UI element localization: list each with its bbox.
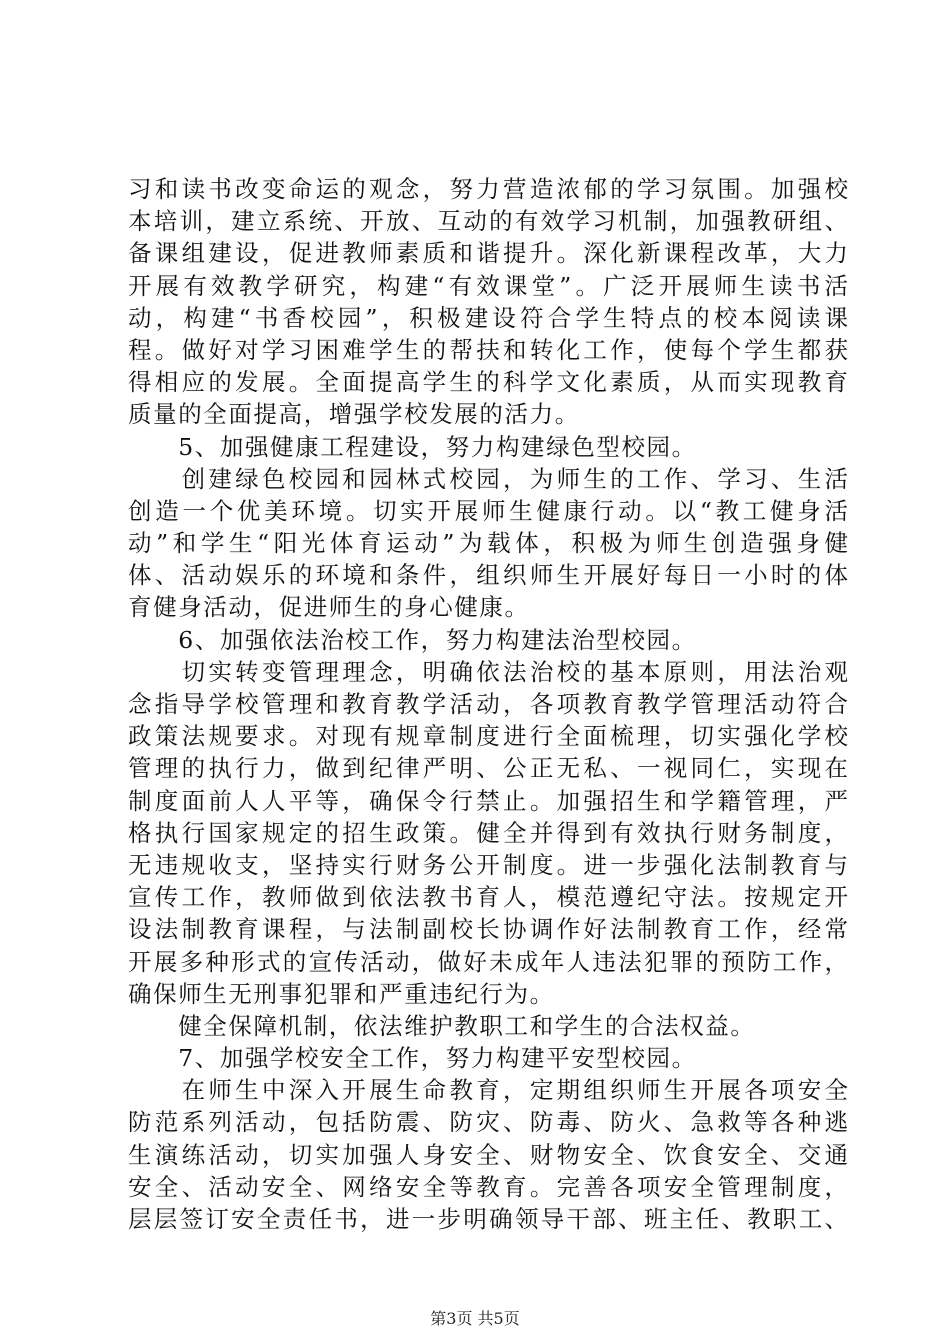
- text-line: 5、加强健康工程建设，努力构建绿色型校园。: [128, 432, 697, 461]
- text-line: 格执行国家规定的招生政策。健全并得到有效执行财务制度，: [128, 818, 848, 847]
- text-line: 创造一个优美环境。切实开展师生健康行动。以“教工健身活: [128, 496, 848, 525]
- text-line: 习和读书改变命运的观念，努力营造浓郁的学习氛围。加强校: [128, 175, 848, 203]
- text-line: 健全保障机制，依法维护教职工和学生的合法权益。: [128, 1011, 756, 1040]
- text-line: 生演练活动，切实加强人身安全、财物安全、饮食安全、交通: [128, 1140, 848, 1169]
- text-line: 动，构建“书香校园”，积极建设符合学生特点的校本阅读课: [128, 303, 848, 332]
- text-line: 在师生中深入开展生命教育，定期组织师生开展各项安全: [128, 1076, 848, 1105]
- text-line: 层层签订安全责任书，进一步明确领导干部、班主任、教职工、: [128, 1205, 848, 1233]
- text-line: 本培训，建立系统、开放、互动的有效学习机制，加强教研组、: [128, 207, 848, 236]
- text-line: 防范系列活动，包括防震、防灾、防毒、防火、急救等各种逃: [128, 1108, 848, 1137]
- text-line: 开展多种形式的宣传活动，做好未成年人违法犯罪的预防工作，: [128, 947, 848, 976]
- text-line: 无违规收支，坚持实行财务公开制度。进一步强化法制教育与: [128, 850, 848, 879]
- text-line: 备课组建设，促进教师素质和谐提升。深化新课程改革，大力: [128, 239, 848, 268]
- text-line: 动”和学生“阳光体育运动”为载体，积极为师生创造强身健: [128, 529, 848, 558]
- text-line: 安全、活动安全、网络安全等教育。完善各项安全管理制度，: [128, 1172, 848, 1201]
- text-line: 政策法规要求。对现有规章制度进行全面梳理，切实强化学校: [128, 722, 848, 751]
- text-line: 质量的全面提高，增强学校发展的活力。: [128, 400, 580, 429]
- page-footer: 第3页 共5页: [430, 1309, 520, 1328]
- text-line: 6、加强依法治校工作，努力构建法治型校园。: [128, 625, 697, 654]
- text-line: 制度面前人人平等，确保令行禁止。加强招生和学籍管理，严: [128, 786, 848, 815]
- text-line: 创建绿色校园和园林式校园，为师生的工作、学习、生活: [128, 464, 848, 493]
- text-line: 得相应的发展。全面提高学生的科学文化素质，从而实现教育: [128, 368, 848, 397]
- text-line: 宣传工作，教师做到依法教书育人，模范遵纪守法。按规定开: [128, 883, 848, 912]
- text-line: 管理的执行力，做到纪律严明、公正无私、一视同仁，实现在: [128, 754, 848, 783]
- text-line: 程。做好对学习困难学生的帮扶和转化工作，使每个学生都获: [128, 335, 848, 364]
- text-line: 切实转变管理理念，明确依法治校的基本原则，用法治观: [128, 657, 848, 686]
- text-line: 开展有效教学研究，构建“有效课堂”。广泛开展师生读书活: [128, 271, 848, 300]
- text-line: 念指导学校管理和教育教学活动，各项教育教学管理活动符合: [128, 690, 848, 718]
- document-body: [128, 173, 848, 1235]
- text-line: 育健身活动，促进师生的身心健康。: [128, 593, 530, 622]
- text-line: 体、活动娱乐的环境和条件，组织师生开展好每日一小时的体: [128, 561, 848, 590]
- text-line: 7、加强学校安全工作，努力构建平安型校园。: [128, 1044, 697, 1073]
- text-line: 确保师生无刑事犯罪和严重违纪行为。: [128, 979, 555, 1008]
- text-line: 设法制教育课程，与法制副校长协调作好法制教育工作，经常: [128, 915, 848, 944]
